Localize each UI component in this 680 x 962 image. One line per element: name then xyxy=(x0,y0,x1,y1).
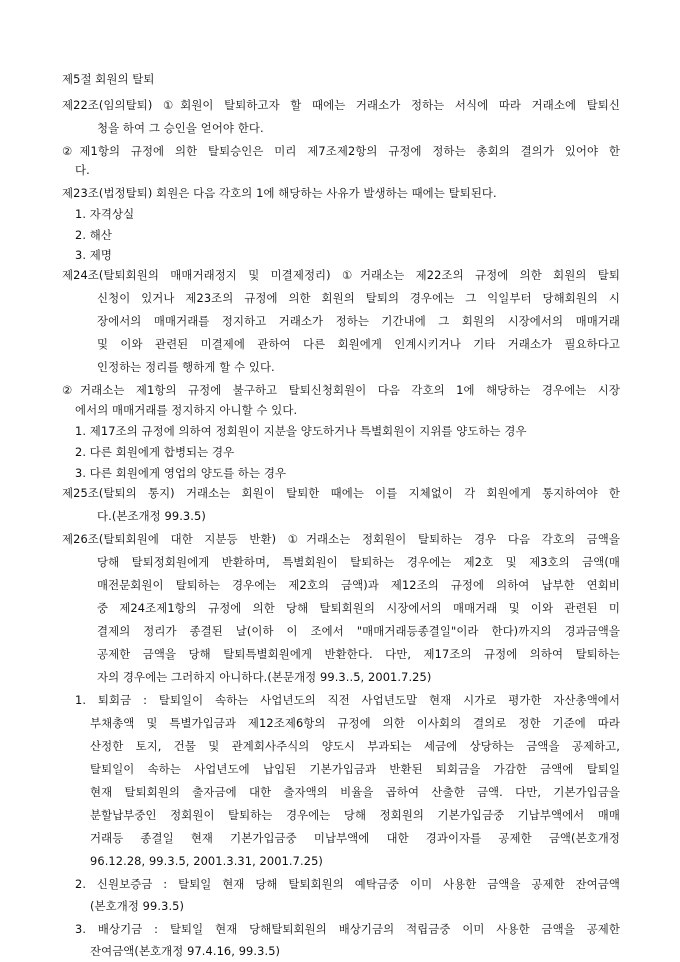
article-24-line-5: 인정하는 정리를 행하게 할 수 있다. xyxy=(97,360,275,374)
article-26-line-4: 중 제24조제1항의 규정에 의한 당해 탈퇴회원의 시장에서의 매매거래 및 이와 관련된 미 xyxy=(97,601,620,615)
article-24-line-2: 신청이 있거나 제23조의 규정에 의한 회원의 탈퇴의 경우에는 그 익일부터 당해회원의 시 xyxy=(97,291,620,305)
article-24-item-3: 3. 다른 회원에게 영업의 양도를 하는 경우 xyxy=(75,466,287,480)
article-23-item-3: 3. 제명 xyxy=(75,248,112,262)
article-22-line-1: 제22조(임의탈퇴) ①회원이 탈퇴하고자 할 때에는 거래소가 정하는 서식에 따라 거래소에 탈퇴신 xyxy=(62,98,620,112)
article-26-line-7: 자의 경우에는 그러하지 아니하다.(본문개정 99.3..5, 2001.7.25) xyxy=(97,670,432,684)
article-22-para-2-line-1: ②제1항의 규정에 의한 탈퇴승인은 미리 제7조제2항의 규정에 정하는 총회의 결의가 있어야 한 xyxy=(62,144,620,158)
article-26-item-1-line-1: 1. 퇴회금 : 탈퇴일이 속하는 사업년도의 직전 사업년도말 현재 시가로 평가한 자산총액에서 xyxy=(75,693,620,707)
article-26-item-1-line-3: 산정한 토지, 건물 및 관계회사주식의 양도시 부과되는 세금에 상당하는 금액을 공제하고, xyxy=(90,739,620,753)
article-26-item-1-line-6: 분할납부중인 정회원이 탈퇴하는 경우에는 당해 정회원의 기본가입금중 기납부액에서 매매 xyxy=(90,808,620,822)
article-24-line-3: 장에서의 매매거래를 정지하고 거래소가 정하는 기간내에 그 회원의 시장에서의 매매거래 xyxy=(97,314,620,328)
article-23-item-2: 2. 해산 xyxy=(75,228,112,242)
article-26-item-1-line-5: 현재 탈퇴회원의 출자금에 대한 출자액의 비율을 곱하여 산출한 금액. 다만, 기본가입금을 xyxy=(90,785,620,799)
article-24-line-1: 제24조(탈퇴회원의 매매거래정지 및 미결제정리) ①거래소는 제22조의 규정에 의한 회원의 탈퇴 xyxy=(62,268,620,282)
article-26-line-6: 공제한 금액을 당해 탈퇴특별회원에게 반환한다. 다만, 제17조의 규정에 의하여 탈퇴하는 xyxy=(97,647,620,661)
article-26-item-2-line-1: 2. 신원보증금 : 탈퇴일 현재 당해 탈퇴회원의 예탁금중 이미 사용한 금액을 공제한 잔여금액 xyxy=(75,877,620,891)
article-26-item-1-line-2: 부채총액 및 특별가입금과 제12조제6항의 규정에 의한 이사회의 결의로 정한 기준에 따라 xyxy=(90,716,620,730)
article-24-para-2-line-2: 에서의 매매거래를 정지하지 아니할 수 있다. xyxy=(75,403,298,417)
article-26-line-1: 제26조(탈퇴회원에 대한 지분등 반환) ①거래소는 정회원이 탈퇴하는 경우 다음 각호의 금액을 xyxy=(62,532,620,546)
article-23-line-1: 제23조(법정탈퇴) 회원은 다음 각호의 1에 해당하는 사유가 발생하는 때에는 탈퇴된다. xyxy=(62,186,497,200)
article-25-line-1: 제25조(탈퇴의 통지) 거래소는 회원이 탈퇴한 때에는 이를 지체없이 각 회원에게 통지하여야 한 xyxy=(62,486,620,500)
article-26-line-2: 당해 탈퇴정회원에게 반환하며, 특별회원이 탈퇴하는 경우에는 제2호 및 제3호의 금액(매 xyxy=(97,555,620,569)
article-26-item-1-line-7: 거래등 종결일 현재 기본가입금중 미납부액에 대한 경과이자를 공제한 금액(본호개정 xyxy=(90,831,620,845)
article-24-item-2: 2. 다른 회원에게 합병되는 경우 xyxy=(75,445,235,459)
article-24-para-2-line-1: ②거래소는 제1항의 규정에 불구하고 탈퇴신청회원이 다음 각호의 1에 해당하는 경우에는 시장 xyxy=(62,383,620,397)
article-26-line-5: 결제의 정리가 종결된 날(이하 이 조에서 "매매거래등종결일"이라 한다)까지의 경과금액을 xyxy=(97,624,620,638)
article-26-line-3: 매전문회원이 탈퇴하는 경우에는 제2호의 금액)과 제12조의 규정에 의하여 납부한 연회비 xyxy=(97,578,620,592)
article-24-line-4: 및 이와 관련된 미결제에 관하여 다른 회원에게 인계시키거나 기타 거래소가 필요하다고 xyxy=(97,337,620,351)
article-26-item-1-line-8: 96.12.28, 99.3.5, 2001.3.31, 2001.7.25) xyxy=(90,854,323,868)
article-22-line-2: 청을 하여 그 승인을 얻어야 한다. xyxy=(97,121,264,135)
article-24-item-1: 1. 제17조의 규정에 의하여 정회원이 지분을 양도하거나 특별회원이 지위를 양도하는 경우 xyxy=(75,424,527,438)
section-title: 제5절 회원의 탈퇴 xyxy=(62,72,155,86)
article-22-para-2-line-2: 다. xyxy=(75,163,90,177)
article-26-item-3-line-2: 잔여금액(본호개정 97.4.16, 99.3.5) xyxy=(90,944,281,958)
article-23-item-1: 1. 자격상실 xyxy=(75,207,135,221)
article-26-item-2-line-2: (본호개정 99.3.5) xyxy=(90,899,185,913)
article-25-line-2: 다.(본조개정 99.3.5) xyxy=(97,509,206,523)
article-26-item-1-line-4: 탈퇴일이 속하는 사업년도에 납입된 기본가입금과 반환된 퇴회금을 가감한 금액에 탈퇴일 xyxy=(90,762,620,776)
article-26-item-3-line-1: 3. 배상기금 : 탈퇴일 현재 당해탈퇴회원의 배상기금의 적립금중 이미 사용한 금액을 공제한 xyxy=(75,922,620,936)
